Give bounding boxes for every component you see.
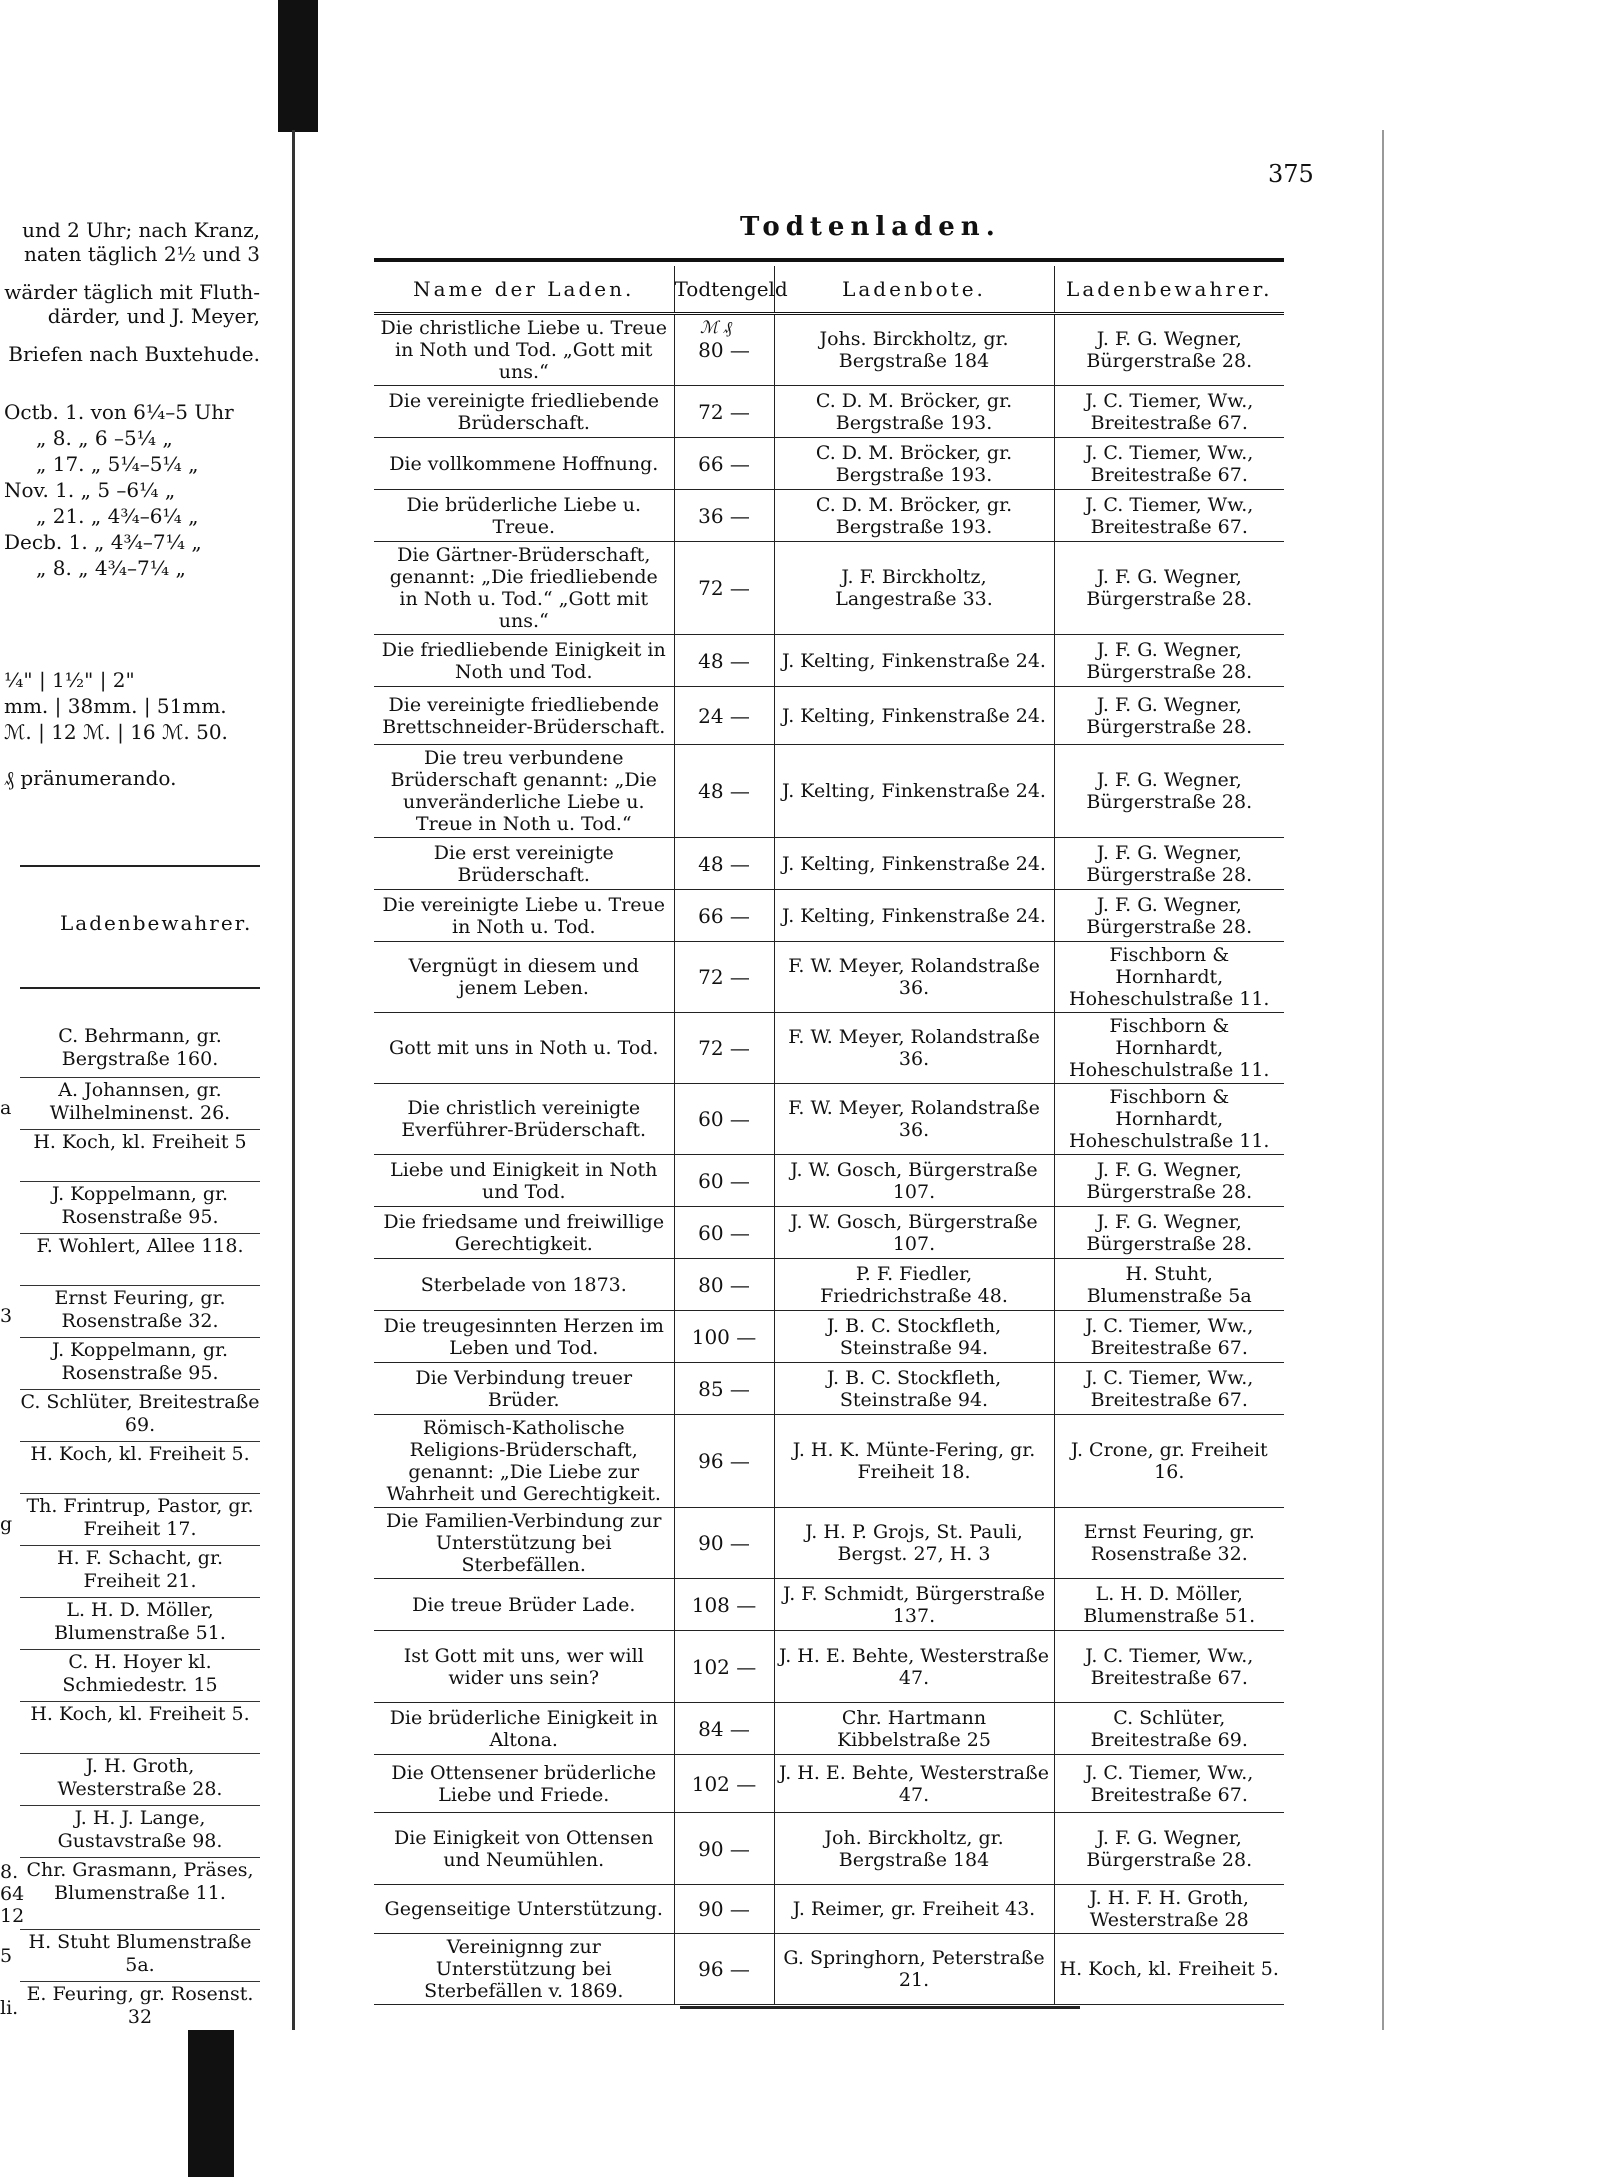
table-row <box>374 1703 1284 1755</box>
row-name: Die christliche Liebe u. Treue in Noth und Tod. „Gott mit uns.“ <box>374 314 674 386</box>
size-row: mm. | 38mm. | 51mm. <box>4 694 227 718</box>
row-ladenbote: Johs. Birckholtz, gr. Bergstraße 184 <box>774 314 1054 386</box>
row-ladenbewahrer: Fischborn & Hornhardt, Hoheschulstraße 11. <box>1054 942 1284 1013</box>
row-ladenbote: J. Kelting, Finkenstraße 24. <box>774 635 1054 687</box>
margin-mark: li. <box>0 1997 19 2019</box>
row-ladenbote: J. H. P. Grojs, St. Pauli, Bergst. 27, H. 3 <box>774 1508 1054 1579</box>
left-entry: C. Behrmann, gr. Bergstraße 160. <box>20 1025 260 1078</box>
row-todtengeld: 60 — <box>674 1207 774 1259</box>
row-ladenbote: J. F. Schmidt, Bürgerstraße 137. <box>774 1579 1054 1631</box>
row-ladenbewahrer: J. C. Tiemer, Ww., Breitestraße 67. <box>1054 386 1284 438</box>
prenumerando-note: ₰ pränumerando. <box>4 766 177 790</box>
row-ladenbewahrer: J. C. Tiemer, Ww., Breitestraße 67. <box>1054 1755 1284 1813</box>
row-todtengeld: 108 — <box>674 1579 774 1631</box>
row-name: Die brüderliche Einigkeit in Altona. <box>374 1703 674 1755</box>
left-entry: C. Schlüter, Breitestraße 69. <box>20 1391 260 1442</box>
row-todtengeld: 90 — <box>674 1508 774 1579</box>
row-todtengeld: 96 — <box>674 1934 774 2005</box>
page-number: 375 <box>1268 160 1314 188</box>
row-todtengeld: 60 — <box>674 1155 774 1207</box>
row-todtengeld: 66 — <box>674 890 774 942</box>
row-todtengeld: 48 — <box>674 635 774 687</box>
row-ladenbewahrer: J. F. G. Wegner, Bürgerstraße 28. <box>1054 542 1284 635</box>
row-name: Die Verbindung treuer Brüder. <box>374 1363 674 1415</box>
left-entry: J. Koppelmann, gr. Rosenstraße 95. <box>20 1339 260 1390</box>
column-header-bewahrer: Ladenbewahrer. <box>1054 266 1284 314</box>
table-header-row <box>374 266 1284 314</box>
table-row <box>374 1415 1284 1508</box>
row-todtengeld: 96 — <box>674 1415 774 1508</box>
row-ladenbewahrer: J. F. G. Wegner, Bürgerstraße 28. <box>1054 314 1284 386</box>
row-todtengeld: 72 — <box>674 942 774 1013</box>
schedule-line: Nov. 1. „ 5 –6¼ „ <box>4 478 176 502</box>
row-todtengeld: 102 — <box>674 1755 774 1813</box>
row-ladenbewahrer: L. H. D. Möller, Blumenstraße 51. <box>1054 1579 1284 1631</box>
row-ladenbote: J. Kelting, Finkenstraße 24. <box>774 687 1054 745</box>
table-row <box>374 386 1284 438</box>
row-ladenbewahrer: J. F. G. Wegner, Bürgerstraße 28. <box>1054 687 1284 745</box>
left-text-line: und 2 Uhr; nach Kranz, <box>22 218 260 242</box>
table-row <box>374 1259 1284 1311</box>
left-entry: H. Stuht Blumenstraße 5a. <box>20 1931 260 1982</box>
left-entry: Chr. Grasmann, Präses, Blumenstraße 11. <box>20 1859 260 1930</box>
size-row: ¼" | 1½" | 2" <box>4 668 135 692</box>
left-text-line: därder, und J. Meyer, <box>47 304 260 328</box>
row-todtengeld: 48 — <box>674 838 774 890</box>
margin-mark: 8. <box>0 1861 19 1883</box>
margin-mark: 12 <box>0 1905 25 1927</box>
column-header-amount: Todtengeld <box>674 266 774 314</box>
row-ladenbote: J. Reimer, gr. Freiheit 43. <box>774 1885 1054 1934</box>
closing-rule <box>680 2006 1080 2009</box>
row-ladenbewahrer: J. C. Tiemer, Ww., Breitestraße 67. <box>1054 1311 1284 1363</box>
row-ladenbote: J. F. Birckholtz, Langestraße 33. <box>774 542 1054 635</box>
row-name: Römisch-Katholische Religions-Brüderschaft, genannt: „Die Liebe zur Wahrheit und Gerechtigkeit. <box>374 1415 674 1508</box>
row-todtengeld: 36 — <box>674 490 774 542</box>
row-ladenbewahrer: J. F. G. Wegner, Bürgerstraße 28. <box>1054 745 1284 838</box>
left-entry: J. H. J. Lange, Gustavstraße 98. <box>20 1807 260 1858</box>
row-todtengeld: 72 — <box>674 1013 774 1084</box>
row-ladenbewahrer: J. C. Tiemer, Ww., Breitestraße 67. <box>1054 490 1284 542</box>
table-row <box>374 687 1284 745</box>
table-row <box>374 1207 1284 1259</box>
left-entry: H. F. Schacht, gr. Freiheit 21. <box>20 1547 260 1598</box>
title-rule <box>374 258 1284 262</box>
page-title: Todtenladen. <box>740 212 1001 242</box>
row-ladenbewahrer: J. F. G. Wegner, Bürgerstraße 28. <box>1054 1813 1284 1885</box>
row-name: Die christlich vereinigte Everführer-Brüderschaft. <box>374 1084 674 1155</box>
table-row <box>374 942 1284 1013</box>
row-name: Die brüderliche Liebe u. Treue. <box>374 490 674 542</box>
row-ladenbewahrer: C. Schlüter, Breitestraße 69. <box>1054 1703 1284 1755</box>
row-name: Die Einigkeit von Ottensen und Neumühlen. <box>374 1813 674 1885</box>
row-name: Gegenseitige Unterstützung. <box>374 1885 674 1934</box>
table-row <box>374 838 1284 890</box>
row-todtengeld: 80 — <box>674 314 774 386</box>
column-header-bote: Ladenbote. <box>774 266 1054 314</box>
row-todtengeld: 100 — <box>674 1311 774 1363</box>
row-name: Die vereinigte friedliebende Brüderschaft. <box>374 386 674 438</box>
row-ladenbote: F. W. Meyer, Rolandstraße 36. <box>774 1084 1054 1155</box>
row-todtengeld: 72 — <box>674 542 774 635</box>
left-facing-page <box>0 120 290 2110</box>
table-row <box>374 745 1284 838</box>
row-ladenbote: J. Kelting, Finkenstraße 24. <box>774 838 1054 890</box>
margin-mark: 64 <box>0 1883 25 1905</box>
page-gutter <box>292 130 295 2030</box>
left-column-header: Ladenbewahrer. <box>60 911 253 935</box>
left-entry: C. H. Hoyer kl. Schmiedestr. 15 <box>20 1651 260 1702</box>
row-ladenbote: J. W. Gosch, Bürgerstraße 107. <box>774 1207 1054 1259</box>
row-ladenbewahrer: J. C. Tiemer, Ww., Breitestraße 67. <box>1054 1363 1284 1415</box>
row-name: Liebe und Einigkeit in Noth und Tod. <box>374 1155 674 1207</box>
left-entry: H. Koch, kl. Freiheit 5. <box>20 1443 260 1494</box>
table-row <box>374 635 1284 687</box>
row-ladenbote: J. H. E. Behte, Westerstraße 47. <box>774 1755 1054 1813</box>
margin-mark: a <box>0 1097 12 1119</box>
left-table-header <box>20 865 260 989</box>
row-name: Vereinignng zur Unterstützung bei Sterbefällen v. 1869. <box>374 1934 674 2005</box>
row-name: Die vereinigte friedliebende Brettschneider-Brüderschaft. <box>374 687 674 745</box>
row-ladenbote: C. D. M. Bröcker, gr. Bergstraße 193. <box>774 490 1054 542</box>
schedule-line: Octb. 1. von 6¼–5 Uhr <box>4 400 234 424</box>
table-row <box>374 890 1284 942</box>
row-name: Sterbelade von 1873. <box>374 1259 674 1311</box>
row-todtengeld: 85 — <box>674 1363 774 1415</box>
row-ladenbewahrer: H. Stuht, Blumenstraße 5a <box>1054 1259 1284 1311</box>
row-ladenbote: J. Kelting, Finkenstraße 24. <box>774 890 1054 942</box>
row-ladenbewahrer: H. Koch, kl. Freiheit 5. <box>1054 1934 1284 2005</box>
schedule-line: „ 17. „ 5¼–5¼ „ <box>36 452 199 476</box>
table-row <box>374 1363 1284 1415</box>
schedule-line: „ 8. „ 6 –5¼ „ <box>36 426 173 450</box>
currency-units: ℳ ₰ <box>700 318 733 338</box>
row-ladenbewahrer: J. F. G. Wegner, Bürgerstraße 28. <box>1054 635 1284 687</box>
table-row <box>374 1084 1284 1155</box>
todtenladen-table <box>374 266 1284 2005</box>
row-ladenbewahrer: Fischborn & Hornhardt, Hoheschulstraße 11. <box>1054 1084 1284 1155</box>
margin-mark: 5 <box>0 1945 13 1967</box>
table-row <box>374 1311 1284 1363</box>
row-todtengeld: 24 — <box>674 687 774 745</box>
row-ladenbewahrer: J. F. G. Wegner, Bürgerstraße 28. <box>1054 1207 1284 1259</box>
left-entry: A. Johannsen, gr. Wilhelminenst. 26. <box>20 1079 260 1130</box>
row-ladenbewahrer: J. C. Tiemer, Ww., Breitestraße 67. <box>1054 438 1284 490</box>
schedule-line: „ 21. „ 4¾–6¼ „ <box>36 504 199 528</box>
row-ladenbote: P. F. Fiedler, Friedrichstraße 48. <box>774 1259 1054 1311</box>
page-edge <box>1382 130 1384 2030</box>
binding-shadow-bottom <box>188 2030 234 2177</box>
row-name: Die friedsame und freiwillige Gerechtigkeit. <box>374 1207 674 1259</box>
row-name: Die treue Brüder Lade. <box>374 1579 674 1631</box>
row-ladenbote: C. D. M. Bröcker, gr. Bergstraße 193. <box>774 438 1054 490</box>
row-ladenbote: F. W. Meyer, Rolandstraße 36. <box>774 1013 1054 1084</box>
left-entry: H. Koch, kl. Freiheit 5. <box>20 1703 260 1754</box>
table-row <box>374 1508 1284 1579</box>
left-entry: Ernst Feuring, gr. Rosenstraße 32. <box>20 1287 260 1338</box>
left-entry: Th. Frintrup, Pastor, gr. Freiheit 17. <box>20 1495 260 1546</box>
row-name: Gott mit uns in Noth u. Tod. <box>374 1013 674 1084</box>
row-name: Die Gärtner-Brüderschaft, genannt: „Die friedliebende in Noth u. Tod.“ „Gott mit uns.“ <box>374 542 674 635</box>
margin-mark: g <box>0 1513 13 1535</box>
row-ladenbote: J. B. C. Stockfleth, Steinstraße 94. <box>774 1311 1054 1363</box>
left-entry: F. Wohlert, Allee 118. <box>20 1235 260 1286</box>
row-ladenbote: J. B. C. Stockfleth, Steinstraße 94. <box>774 1363 1054 1415</box>
row-todtengeld: 90 — <box>674 1885 774 1934</box>
column-header-name: Name der Laden. <box>374 266 674 314</box>
schedule-line: Decb. 1. „ 4¾–7¼ „ <box>4 530 202 554</box>
row-todtengeld: 72 — <box>674 386 774 438</box>
row-ladenbewahrer: Fischborn & Hornhardt, Hoheschulstraße 11. <box>1054 1013 1284 1084</box>
row-name: Die vereinigte Liebe u. Treue in Noth u. Tod. <box>374 890 674 942</box>
row-name: Die friedliebende Einigkeit in Noth und Tod. <box>374 635 674 687</box>
table-row <box>374 1631 1284 1703</box>
size-row: ℳ. | 12 ℳ. | 16 ℳ. 50. <box>4 720 228 744</box>
row-todtengeld: 60 — <box>674 1084 774 1155</box>
table-row <box>374 1155 1284 1207</box>
row-name: Die treugesinnten Herzen im Leben und Tod. <box>374 1311 674 1363</box>
row-ladenbewahrer: J. F. G. Wegner, Bürgerstraße 28. <box>1054 838 1284 890</box>
schedule-line: „ 8. „ 4¾–7¼ „ <box>36 556 186 580</box>
left-text-line: wärder täglich mit Fluth- <box>4 280 260 304</box>
row-name: Die Familien-Verbindung zur Unterstützung bei Sterbefällen. <box>374 1508 674 1579</box>
table-row <box>374 1885 1284 1934</box>
row-name: Ist Gott mit uns, wer will wider uns sein? <box>374 1631 674 1703</box>
table-row <box>374 1579 1284 1631</box>
row-name: Die erst vereinigte Brüderschaft. <box>374 838 674 890</box>
row-ladenbote: Chr. Hartmann Kibbelstraße 25 <box>774 1703 1054 1755</box>
left-entry: J. Koppelmann, gr. Rosenstraße 95. <box>20 1183 260 1234</box>
row-ladenbewahrer: J. Crone, gr. Freiheit 16. <box>1054 1415 1284 1508</box>
table-row <box>374 1755 1284 1813</box>
row-ladenbewahrer: J. H. F. H. Groth, Westerstraße 28 <box>1054 1885 1284 1934</box>
row-ladenbote: G. Springhorn, Peterstraße 21. <box>774 1934 1054 2005</box>
row-name: Die Ottensener brüderliche Liebe und Friede. <box>374 1755 674 1813</box>
table-row <box>374 438 1284 490</box>
row-ladenbewahrer: J. C. Tiemer, Ww., Breitestraße 67. <box>1054 1631 1284 1703</box>
left-entry: J. H. Groth, Westerstraße 28. <box>20 1755 260 1806</box>
row-todtengeld: 66 — <box>674 438 774 490</box>
row-ladenbote: J. Kelting, Finkenstraße 24. <box>774 745 1054 838</box>
row-name: Die treu verbundene Brüderschaft genannt: „Die unveränderliche Liebe u. Treue in Noth u. Tod.“ <box>374 745 674 838</box>
row-todtengeld: 90 — <box>674 1813 774 1885</box>
row-todtengeld: 48 — <box>674 745 774 838</box>
table-row <box>374 1934 1284 2005</box>
row-ladenbote: F. W. Meyer, Rolandstraße 36. <box>774 942 1054 1013</box>
left-text-line: naten täglich 2½ und 3 <box>23 242 260 266</box>
table-row <box>374 1813 1284 1885</box>
table-row <box>374 542 1284 635</box>
row-todtengeld: 84 — <box>674 1703 774 1755</box>
row-todtengeld: 102 — <box>674 1631 774 1703</box>
margin-mark: 3 <box>0 1305 13 1327</box>
left-entry: H. Koch, kl. Freiheit 5 <box>20 1131 260 1182</box>
table-row <box>374 1013 1284 1084</box>
row-name: Vergnügt in diesem und jenem Leben. <box>374 942 674 1013</box>
binding-shadow-top <box>278 0 318 132</box>
row-ladenbewahrer: J. F. G. Wegner, Bürgerstraße 28. <box>1054 890 1284 942</box>
row-ladenbote: C. D. M. Bröcker, gr. Bergstraße 193. <box>774 386 1054 438</box>
row-ladenbewahrer: Ernst Feuring, gr. Rosenstraße 32. <box>1054 1508 1284 1579</box>
left-text-line: Briefen nach Buxtehude. <box>8 342 260 366</box>
left-entry: E. Feuring, gr. Rosenst. 32 <box>26 1983 254 2028</box>
row-ladenbote: J. H. K. Münte-Fering, gr. Freiheit 18. <box>774 1415 1054 1508</box>
table-row <box>374 314 1284 386</box>
table-row <box>374 490 1284 542</box>
left-entry: L. H. D. Möller, Blumenstraße 51. <box>20 1599 260 1650</box>
row-ladenbote: J. W. Gosch, Bürgerstraße 107. <box>774 1155 1054 1207</box>
row-name: Die vollkommene Hoffnung. <box>374 438 674 490</box>
row-todtengeld: 80 — <box>674 1259 774 1311</box>
row-ladenbewahrer: J. F. G. Wegner, Bürgerstraße 28. <box>1054 1155 1284 1207</box>
row-ladenbote: Joh. Birckholtz, gr. Bergstraße 184 <box>774 1813 1054 1885</box>
row-ladenbote: J. H. E. Behte, Westerstraße 47. <box>774 1631 1054 1703</box>
